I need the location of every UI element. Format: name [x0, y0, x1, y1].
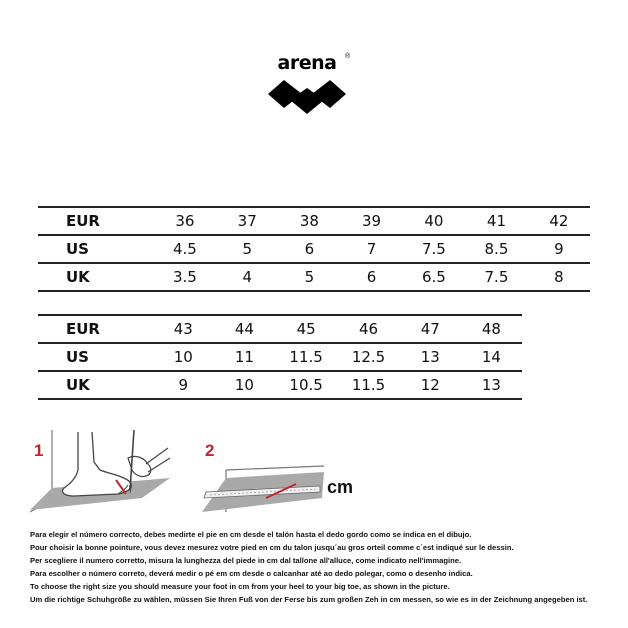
size-cell: 47: [400, 315, 461, 343]
row-label: EUR: [38, 207, 154, 235]
registered-mark: ®: [345, 53, 351, 60]
row-label: UK: [38, 263, 154, 291]
instruction-de: Um die richtige Schuhgröße zu wählen, müssen Sie Ihren Fuß von der Ferse bis zum großen Zeh in cm messen, so wie es in der Zeichnung angegeben ist.: [30, 595, 588, 605]
size-row-us: [38, 235, 590, 263]
size-cell: 40: [403, 207, 466, 235]
size-table-1: [38, 206, 590, 292]
size-cell: 13: [400, 343, 461, 371]
row-label: UK: [38, 371, 153, 399]
size-cell: 44: [214, 315, 275, 343]
size-cell: 11.5: [275, 343, 337, 371]
size-cell: 13: [461, 371, 522, 399]
instruction-it: Per scegliere il numero corretto, misura la lunghezza del piede in cm dal tallone all'alluce, come indicato nell'immagine.: [30, 556, 462, 566]
size-cell: 7.5: [403, 235, 466, 263]
size-cell: 41: [465, 207, 528, 235]
unit-label: cm: [327, 477, 354, 497]
arena-diamond-icon: [268, 76, 346, 116]
size-row-eur: [38, 315, 522, 343]
size-cell: 4: [216, 263, 278, 291]
size-cell: 37: [216, 207, 278, 235]
step-1-diagram: [30, 430, 170, 512]
size-cell: 6: [340, 263, 402, 291]
brand-logo: [266, 52, 356, 118]
size-cell: 45: [275, 315, 337, 343]
size-cell: 36: [154, 207, 217, 235]
size-cell: 4.5: [154, 235, 217, 263]
size-cell: 12.5: [337, 343, 399, 371]
size-cell: 9: [528, 235, 590, 263]
size-cell: 10: [153, 343, 214, 371]
size-cell: 9: [153, 371, 214, 399]
step-1-number: 1: [34, 441, 44, 460]
row-label: US: [38, 235, 154, 263]
step-2-number: 2: [205, 441, 215, 460]
size-cell: 10: [214, 371, 275, 399]
brand-wordmark: arena: [277, 52, 337, 74]
instruction-pt: Para escolher o número correto, deverá medir o pé em cm desde o calcanhar até ao dedo polegar, como o desenho indica.: [30, 569, 473, 579]
size-cell: 11.5: [337, 371, 399, 399]
size-cell: 48: [461, 315, 522, 343]
size-cell: 7: [340, 235, 402, 263]
size-cell: 6.5: [403, 263, 466, 291]
size-cell: 7.5: [465, 263, 528, 291]
size-row-us: [38, 343, 522, 371]
size-cell: 42: [528, 207, 590, 235]
instruction-en: To choose the right size you should measure your foot in cm from your heel to your big toe, as shown in the picture.: [30, 582, 450, 592]
size-cell: 6: [278, 235, 340, 263]
size-cell: 46: [337, 315, 399, 343]
size-table-2: [38, 314, 522, 400]
size-cell: 8: [528, 263, 590, 291]
size-cell: 5: [278, 263, 340, 291]
size-cell: 43: [153, 315, 214, 343]
instruction-fr: Pour choisir la bonne pointure, vous devez mesurez votre pied en cm du talon jusqu´au gros orteil comme c´est indiqué sur le dessin.: [30, 543, 514, 553]
size-cell: 3.5: [154, 263, 217, 291]
size-cell: 39: [340, 207, 402, 235]
step-2-diagram: [202, 466, 324, 512]
size-row-eur: [38, 207, 590, 235]
row-label: EUR: [38, 315, 153, 343]
instructions: [30, 528, 620, 607]
row-label: US: [38, 343, 153, 371]
size-row-uk: [38, 371, 522, 399]
size-cell: 8.5: [465, 235, 528, 263]
size-cell: 10.5: [275, 371, 337, 399]
size-cell: 5: [216, 235, 278, 263]
foot-measurement-illustration: [30, 428, 360, 518]
instruction-es: Para elegir el número correcto, debes medirte el pie en cm desde el talón hasta el dedo gordo como se indica en el dibujo.: [30, 530, 472, 539]
size-cell: 11: [214, 343, 275, 371]
size-cell: 14: [461, 343, 522, 371]
size-cell: 12: [400, 371, 461, 399]
size-row-uk: [38, 263, 590, 291]
size-cell: 38: [278, 207, 340, 235]
